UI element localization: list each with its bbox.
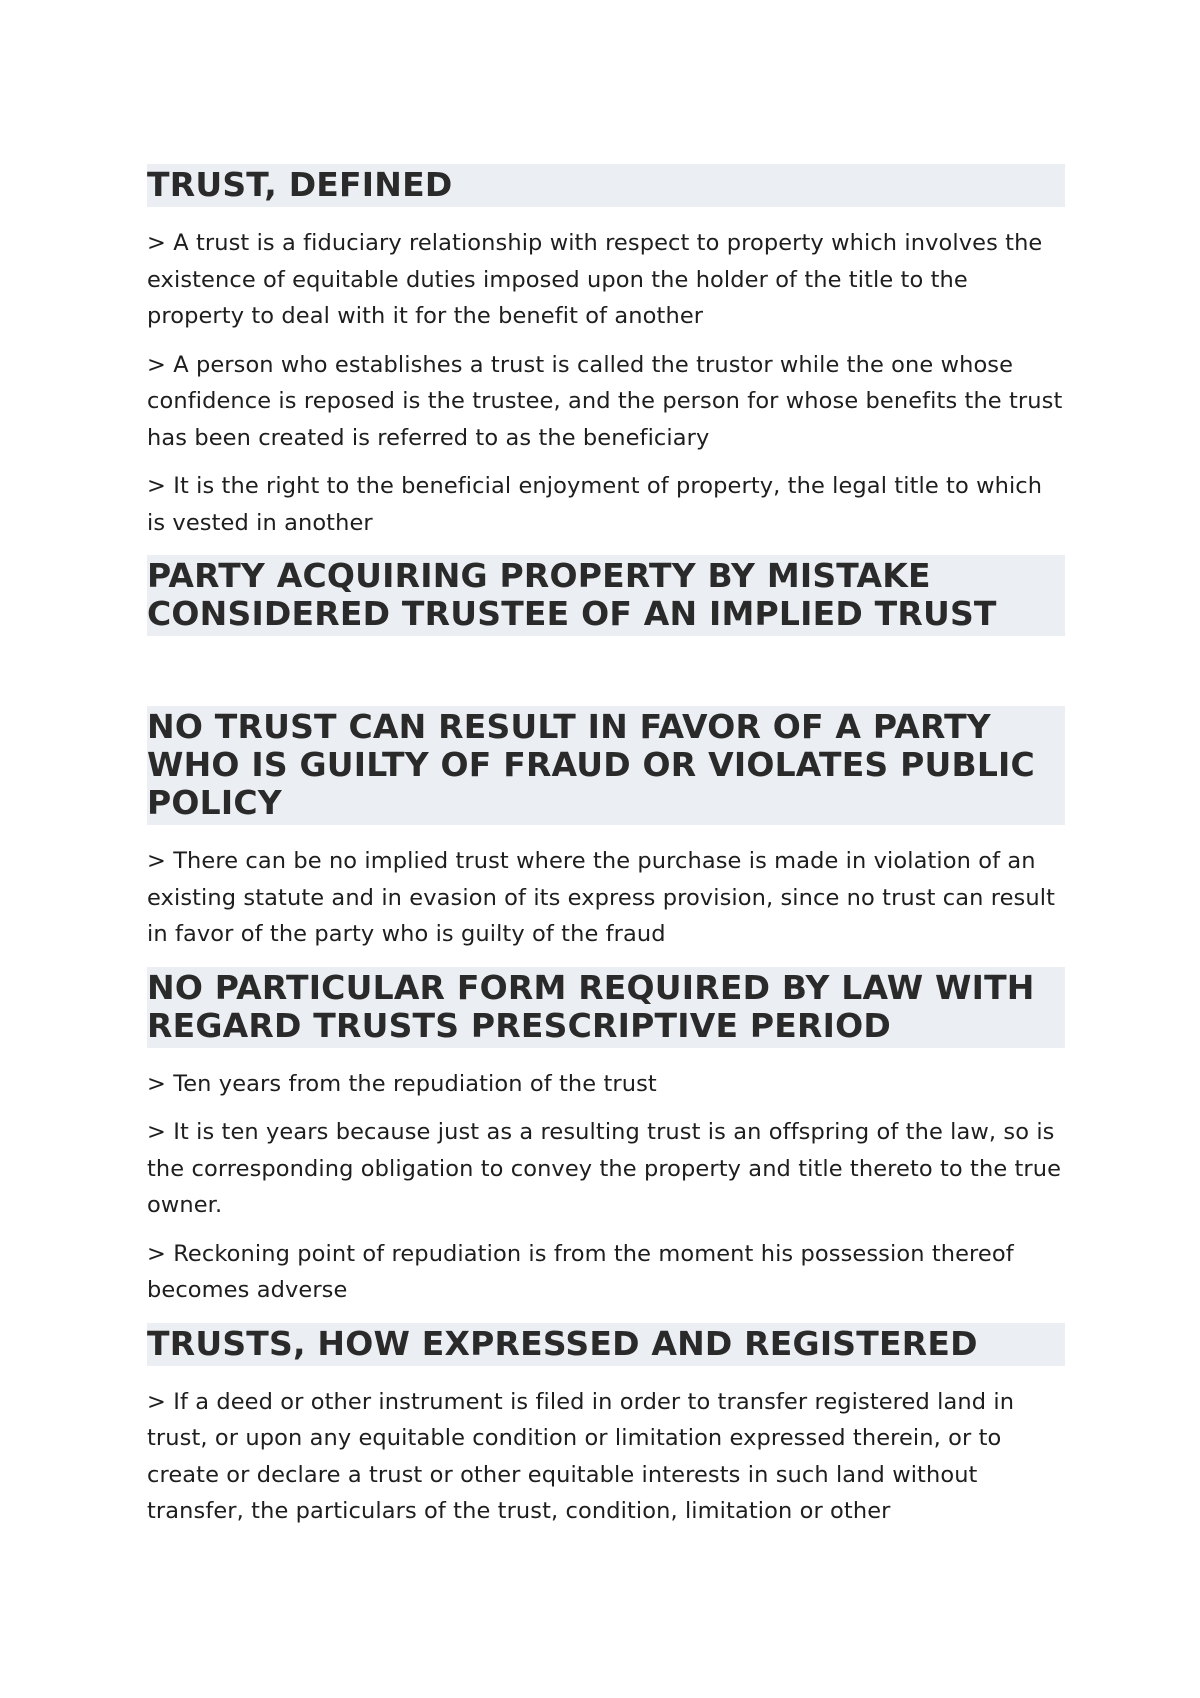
paragraph: > There can be no implied trust where the purchase is made in violation of an existing statute and in evasion of its express provision, since no trust can result in favor of the party who is guilty of the fraud bbox=[147, 848, 1056, 947]
section-heading-trust-defined: TRUST, DEFINED bbox=[147, 164, 1065, 207]
paragraph: > A person who establishes a trust is called the trustor while the one whose confidence is reposed is the trustee, and the person for whose benefits the trust has been created is referred to as the beneficiary bbox=[147, 351, 1063, 451]
section-heading-no-particular-form: NO PARTICULAR FORM REQUIRED BY LAW WITH REGARD TRUSTS PRESCRIPTIVE PERIOD bbox=[147, 967, 1065, 1048]
paragraph: > A trust is a fiduciary relationship with respect to property which involves the existence of equitable duties imposed upon the holder of the title to the property to deal with it for the benefit of another bbox=[147, 230, 1043, 329]
paragraph: > Reckoning point of repudiation is from the moment his possession thereof becomes adverse bbox=[147, 1240, 1014, 1303]
paragraph: > If a deed or other instrument is filed in order to transfer registered land in trust, or upon any equitable condition or limitation expressed therein, or to create or declare a trust or other equitable interests in such land without transfer, the particulars of the trust, condition, limitation or other bbox=[147, 1388, 1015, 1524]
document-page bbox=[147, 164, 1065, 1530]
paragraph: > It is ten years because just as a resulting trust is an offspring of the law, so is the corresponding obligation to convey the property and title thereto to the true owner. bbox=[147, 1119, 1062, 1218]
section-heading-no-trust-fraud: NO TRUST CAN RESULT IN FAVOR OF A PARTY WHO IS GUILTY OF FRAUD OR VIOLATES PUBLIC POLICY bbox=[147, 706, 1065, 825]
section-heading-trusts-how-expressed: TRUSTS, HOW EXPRESSED AND REGISTERED bbox=[147, 1323, 1065, 1366]
paragraph: > Ten years from the repudiation of the trust bbox=[147, 1070, 657, 1097]
paragraph: > It is the right to the beneficial enjoyment of property, the legal title to which is vested in another bbox=[147, 473, 1043, 536]
section-heading-party-acquiring-property: PARTY ACQUIRING PROPERTY BY MISTAKE CONSIDERED TRUSTEE OF AN IMPLIED TRUST bbox=[147, 555, 1065, 636]
